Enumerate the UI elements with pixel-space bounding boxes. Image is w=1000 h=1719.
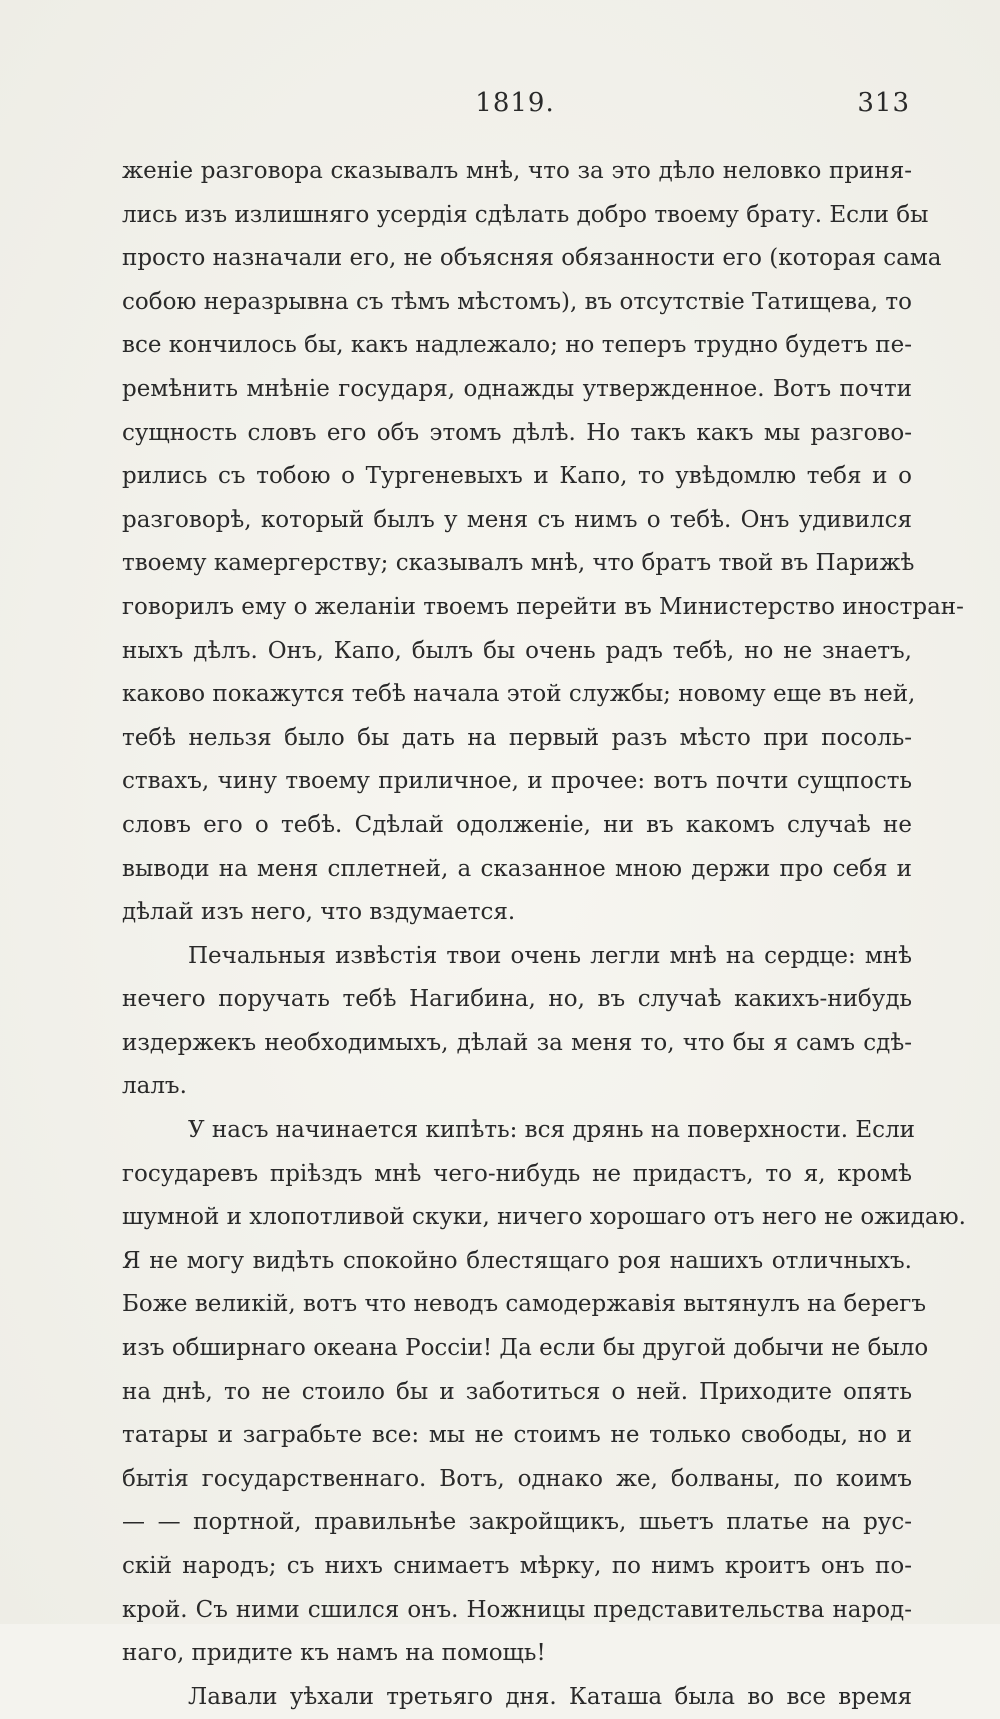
text-line: рились съ тобою о Тургеневыхъ и Капо, то увѣдомлю тебя и о [122, 463, 912, 490]
text-line: дѣлай изъ него, что вздумается. [122, 899, 516, 926]
page-number: 313 [857, 88, 910, 118]
text-line: ремѣнить мнѣніе государя, однажды утвержденное. Вотъ почти [122, 375, 912, 402]
text-line: ныхъ дѣлъ. Онъ, Капо, былъ бы очень радъ тебѣ, но не знаетъ, [122, 637, 912, 664]
text-line: Печальныя извѣстія твои очень легли мнѣ на сердце: мнѣ [188, 942, 912, 969]
text-line: женіе разговора сказывалъ мнѣ, что за это дѣло неловко приня- [122, 158, 912, 184]
text-line: государевъ пріѣздъ мнѣ чего-нибудь не придастъ, то я, кромѣ [122, 1160, 912, 1187]
text-line: все кончилось бы, какъ надлежало; но теперъ трудно будетъ пе- [122, 332, 912, 359]
text-line: татары и заграбьте все: мы не стоимъ не только свободы, но и [122, 1422, 912, 1449]
text-line: на днѣ, то не стоило бы и заботиться о ней. Приходите опять [122, 1378, 912, 1405]
text-line: Боже великій, вотъ что неводъ самодержавія вытянулъ на берегъ [122, 1291, 926, 1318]
text-line: издержекъ необходимыхъ, дѣлай за меня то, что бы я самъ сдѣ- [122, 1029, 912, 1056]
text-line: тебѣ нельзя было бы дать на первый разъ мѣсто при посоль- [122, 724, 912, 751]
text-line: твоему камергерству; сказывалъ мнѣ, что братъ твой въ Парижѣ [122, 550, 915, 577]
text-line: просто назначали его, не объясняя обязанности его (которая сама [122, 245, 942, 272]
text-line: шумной и хлопотливой скуки, ничего хорошаго отъ него не ожидаю. [122, 1204, 966, 1231]
text-line: разговорѣ, который былъ у меня съ нимъ о тебѣ. Онъ удивился [122, 506, 912, 533]
text-line: говорилъ ему о желаніи твоемъ перейти въ Министерство иностран- [122, 593, 964, 620]
running-head-year: 1819. [475, 88, 555, 118]
text-line: сущность словъ его объ этомъ дѣлѣ. Но такъ какъ мы разгово- [122, 419, 912, 446]
text-line: каково покажутся тебѣ начала этой службы; новому еще въ ней, [122, 681, 916, 708]
text-line: У насъ начинается кипѣть: вся дрянь на поверхности. Если [188, 1117, 916, 1144]
text-line: наго, придите къ намъ на помощь! [122, 1640, 546, 1667]
text-line: лись изъ излишняго усердія сдѣлать добро твоему брату. Если бы [122, 201, 929, 228]
text-line: собою неразрывна съ тѣмъ мѣстомъ), въ отсутствіе Татищева, то [122, 288, 912, 315]
text-line: ствахъ, чину твоему приличное, и прочее: вотъ почти сущпость [122, 768, 912, 795]
text-line: лалъ. [122, 1073, 187, 1100]
text-line: изъ обширнаго океана Россіи! Да если бы другой добычи не было [122, 1335, 929, 1362]
text-line: словъ его о тебѣ. Сдѣлай одолженіе, ни въ какомъ случаѣ не [122, 811, 912, 838]
text-line: нечего поручать тебѣ Нагибина, но, въ случаѣ какихъ-нибудь [122, 986, 912, 1013]
running-head [120, 88, 910, 128]
text-line: — — портной, правильнѣе закройщикъ, шьетъ платье на рус- [122, 1509, 912, 1536]
text-line: Лавали уѣхали третьяго дня. Каташа была во все время [188, 1683, 912, 1710]
text-line: выводи на меня сплетней, а сказанное мною держи про себя и [122, 855, 912, 882]
body-text [122, 150, 966, 1719]
text-line: скій народъ; съ нихъ снимаетъ мѣрку, по нимъ кроитъ онъ по- [122, 1553, 912, 1579]
text-line: крой. Съ ними сшился онъ. Ножницы представительства народ- [122, 1596, 912, 1623]
text-line: бытія государственнаго. Вотъ, однако же, болваны, по коимъ [122, 1465, 912, 1492]
text-line: Я не могу видѣть спокойно блестящаго роя нашихъ отличныхъ. [122, 1247, 912, 1274]
